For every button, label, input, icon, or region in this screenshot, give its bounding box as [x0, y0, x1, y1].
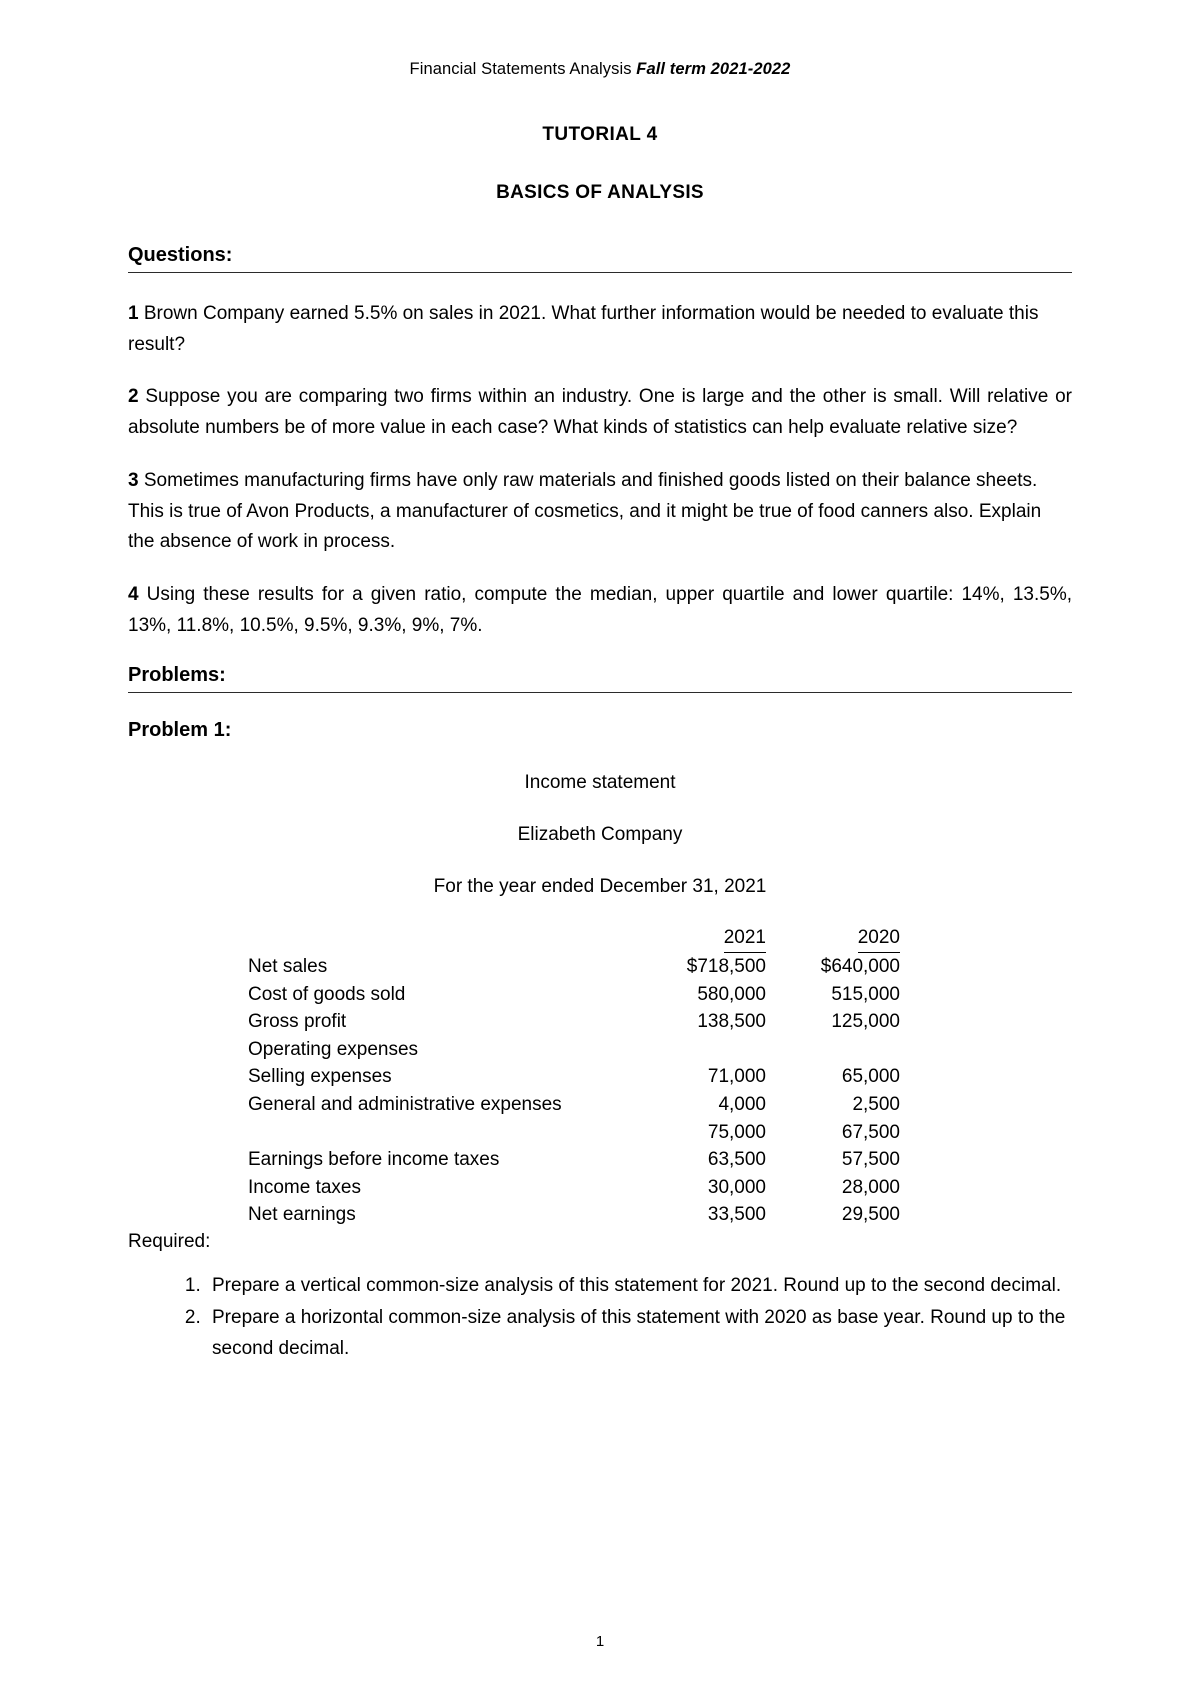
- row-value-2021: 138,500: [697, 1011, 766, 1033]
- header-term: Fall term 2021-2022: [636, 60, 791, 78]
- table-row: [248, 981, 900, 1009]
- column-header-2021: 2021: [632, 924, 766, 954]
- list-item: 1. Prepare a vertical common-size analysis of this statement for 2021. Round up to the second decimal.: [206, 1271, 1072, 1302]
- row-value-2020: 515,000: [831, 983, 900, 1005]
- questions-heading: Questions:: [128, 243, 233, 266]
- table-row: [248, 1008, 900, 1036]
- table-row: [248, 1063, 900, 1091]
- statement-company: Elizabeth Company: [517, 823, 683, 845]
- table-row: [248, 1146, 900, 1174]
- row-label: Net earnings: [248, 1204, 356, 1226]
- page-title: TUTORIAL 4: [542, 123, 658, 145]
- row-label: Cost of goods sold: [248, 983, 406, 1005]
- row-label: Gross profit: [248, 1011, 347, 1033]
- table-row: [248, 1091, 900, 1119]
- row-value-2020: 28,000: [841, 1176, 900, 1198]
- question-number: 4: [128, 584, 139, 606]
- row-label: Operating expenses: [248, 1038, 419, 1060]
- row-label: General and administrative expenses: [248, 1093, 562, 1115]
- question-text: Suppose you are comparing two firms within an industry. One is large and the other is small. Will relative or absolute numbers be of more value in each case? What kinds of statistics can help evaluate relative size?: [128, 386, 1072, 439]
- question-number: 2: [128, 386, 139, 408]
- question-text: Brown Company earned 5.5% on sales in 2021. What further information would be needed to evaluate this result?: [128, 302, 1039, 355]
- row-label: Net sales: [248, 956, 328, 978]
- problems-divider: [128, 692, 1072, 693]
- question-item: [128, 382, 1072, 444]
- row-value-2020: 125,000: [831, 1011, 900, 1033]
- row-value-2021: [632, 1036, 766, 1064]
- header-course: Financial Statements Analysis: [409, 60, 632, 78]
- page-number: 1: [595, 1633, 605, 1650]
- required-heading: Required:: [128, 1230, 211, 1252]
- question-number: 1: [128, 302, 139, 324]
- table-row: [248, 953, 900, 981]
- header-label-spacer: [248, 924, 632, 954]
- row-value-2021: 33,500: [707, 1204, 766, 1226]
- row-value-2021: $718,500: [686, 956, 766, 978]
- row-label: [248, 1119, 632, 1147]
- row-value-2020: 29,500: [841, 1204, 900, 1226]
- statement-period: For the year ended December 31, 2021: [433, 875, 767, 897]
- row-label: Earnings before income taxes: [248, 1149, 500, 1171]
- row-value-2021: 580,000: [697, 983, 766, 1005]
- row-value-2021: 4,000: [718, 1093, 766, 1115]
- row-value-2020: 57,500: [841, 1149, 900, 1171]
- table-header-row: [248, 924, 900, 954]
- row-label: Selling expenses: [248, 1066, 392, 1088]
- questions-divider: [128, 272, 1072, 273]
- row-value-2021: 75,000: [707, 1121, 766, 1143]
- income-statement-table: [248, 924, 900, 1229]
- list-item: 2. Prepare a horizontal common-size analysis of this statement with 2020 as base year. Round up to the second decimal.: [206, 1303, 1072, 1365]
- row-value-2020: 67,500: [841, 1121, 900, 1143]
- row-value-2021: 63,500: [707, 1149, 766, 1171]
- statement-title: Income statement: [524, 771, 676, 793]
- row-value-2020: $640,000: [820, 956, 900, 978]
- running-header: [128, 60, 1072, 80]
- table-row: [248, 1201, 900, 1229]
- row-value-2020: [766, 1036, 900, 1064]
- question-text: Using these results for a given ratio, compute the median, upper quartile and lower quartile: 14%, 13.5%, 13%, 11.8%, 10.5%, 9.5%, 9.3%, 9%, 7%.: [128, 584, 1072, 636]
- table-row: [248, 1174, 900, 1202]
- question-item: [128, 466, 1072, 558]
- row-value-2021: 30,000: [707, 1176, 766, 1198]
- question-number: 3: [128, 469, 139, 491]
- question-item: [128, 299, 1072, 361]
- required-list: [128, 1271, 1072, 1365]
- problem-1-heading: Problem 1:: [128, 718, 232, 741]
- row-value-2020: 2,500: [852, 1093, 900, 1115]
- question-item: [128, 580, 1072, 642]
- row-value-2021: 71,000: [707, 1066, 766, 1088]
- column-header-2020: 2020: [766, 924, 900, 954]
- table-row: [248, 1036, 900, 1064]
- row-label: Income taxes: [248, 1176, 361, 1198]
- question-text: Sometimes manufacturing firms have only raw materials and finished goods listed on their balance sheets. This is true of Avon Products, a manufacturer of cosmetics, and it might be true of food canners also. Explain the absence of work in process.: [128, 469, 1042, 553]
- row-value-2020: 65,000: [841, 1066, 900, 1088]
- page-subtitle: BASICS OF ANALYSIS: [496, 181, 704, 203]
- problems-heading: Problems:: [128, 663, 226, 686]
- table-row-subtotal: [248, 1119, 900, 1147]
